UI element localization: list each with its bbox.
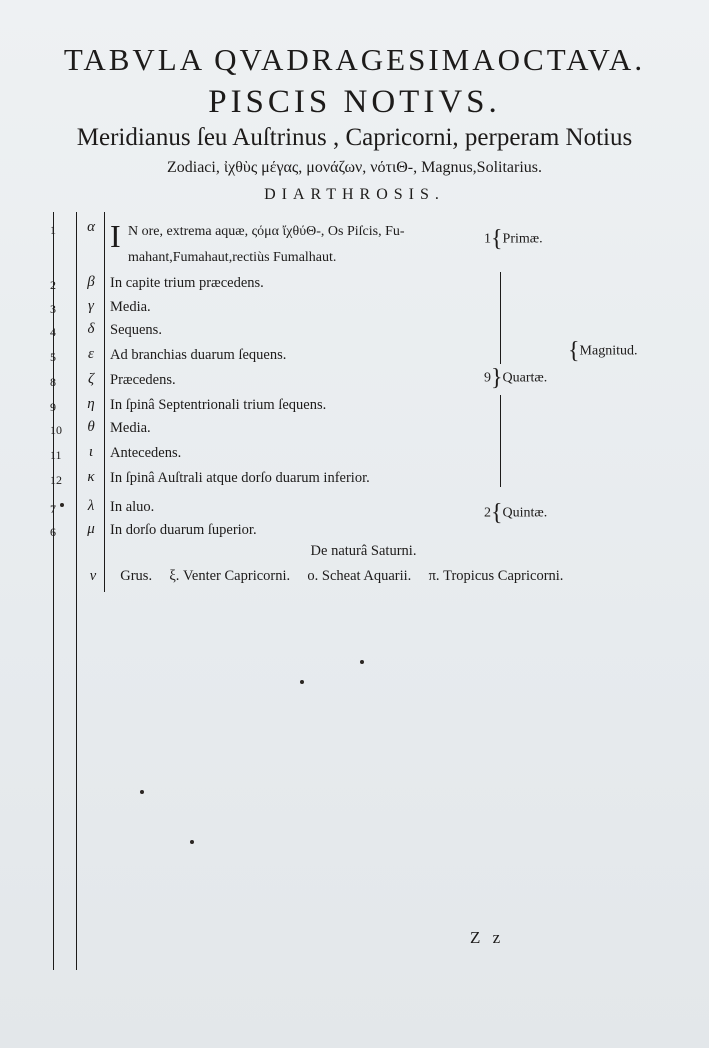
bracket-label: Magnitud. [579, 343, 638, 359]
greek-letter: ζ [87, 371, 95, 387]
table-row [0, 497, 709, 517]
table-row [0, 468, 709, 488]
table-row [0, 395, 709, 415]
greek-letter: κ [87, 469, 95, 485]
brace-icon: { [491, 500, 503, 526]
bracket-bar [500, 395, 501, 487]
table-row [0, 297, 709, 317]
greek-letter: β [87, 274, 95, 290]
extra-stars-line [83, 568, 563, 585]
greek-letter: α [87, 219, 95, 235]
bracket-quarta [484, 365, 547, 392]
greek-letter: η [87, 396, 95, 412]
star-description: Media. [110, 299, 151, 315]
greek-letter: θ [87, 419, 95, 435]
bracket-bar [500, 272, 501, 364]
table-title: TABVLA QVADRAGESIMAOCTAVA. [63, 42, 646, 77]
brace-icon: { [568, 338, 580, 364]
star-number: 9 [50, 400, 56, 414]
bg-star [360, 660, 364, 664]
page-signature: Z z [470, 928, 505, 947]
drop-cap: I [110, 218, 121, 254]
natura-note: De naturâ Saturni. [310, 543, 417, 559]
bracket-count: 9 [484, 370, 491, 386]
extra-item: Grus. [120, 568, 153, 584]
star-number: 7 [50, 502, 56, 516]
extra-item: ξ. Venter Capricorni. [169, 568, 291, 584]
brace-icon: } [491, 365, 503, 391]
greek-letter: ν [89, 568, 97, 584]
constellation-title: PISCIS NOTIVS. [208, 84, 501, 120]
star-number: 8 [50, 375, 56, 389]
star-number: 10 [50, 423, 62, 437]
star-description: In dorſo duarum ſuperior. [110, 522, 257, 538]
bg-star [140, 790, 144, 794]
bracket-magnitudo [568, 338, 637, 365]
star-description: Sequens. [110, 322, 162, 338]
greek-letter: μ [87, 521, 95, 537]
subtitle-line2: Zodiaci, ἰχθὺς μέγας, μονάζων, νότιΘ-, Magnus,Solitarius. [166, 159, 543, 176]
table-row [0, 418, 709, 438]
section-heading: DIARTHROSIS. [264, 186, 445, 203]
table-row [0, 443, 709, 463]
star-description: In aluo. [110, 499, 155, 515]
bracket-prima [484, 226, 543, 253]
star-description: Antecedens. [110, 445, 182, 461]
bracket-quinta [484, 500, 547, 527]
star-description: In ſpinâ Auſtrali atque dorſo duarum inferior. [110, 470, 370, 486]
table-row [0, 320, 709, 340]
brace-icon: { [491, 226, 503, 252]
star-number: 5 [50, 350, 56, 364]
greek-letter: δ [87, 321, 95, 337]
greek-letter: ε [88, 346, 94, 362]
bracket-count: 2 [484, 505, 491, 521]
greek-letter: γ [88, 298, 94, 314]
star-description: In capite trium præcedens. [110, 275, 264, 291]
star-number: 1 [50, 223, 56, 237]
bracket-label: Quartæ. [502, 370, 548, 386]
bracket-count: 1 [484, 231, 491, 247]
table-row [0, 273, 709, 293]
greek-letter: ι [88, 444, 94, 460]
table-row [0, 520, 709, 540]
star-number: 6 [50, 525, 56, 539]
bg-star [190, 840, 194, 844]
star-number: 4 [50, 325, 56, 339]
extra-item: ο. Scheat Aquarii. [307, 568, 412, 584]
bracket-label: Primæ. [502, 231, 543, 247]
extra-item: π. Tropicus Capricorni. [428, 568, 564, 584]
star-number: 3 [50, 302, 56, 316]
star-description-cont: mahant,Fumahaut,rectiùs Fumalhaut. [128, 250, 337, 265]
bracket-label: Quintæ. [502, 505, 548, 521]
star-description: Præcedens. [110, 372, 176, 388]
star-number: 12 [50, 473, 62, 487]
subtitle-line1: Meridianus ſeu Auſtrinus , Capricorni, perperam Notius [76, 124, 633, 151]
star-number: 11 [50, 448, 62, 462]
greek-letter: λ [87, 498, 95, 514]
star-description: N ore, extrema aquæ, ςόμα ἴχθύΘ-, Os Piſcis, Fu- [128, 224, 405, 239]
star-description: Media. [110, 420, 151, 436]
star-description: In ſpinâ Septentrionali trium ſequens. [110, 397, 327, 413]
table-row [0, 370, 709, 390]
star-number: 2 [50, 278, 56, 292]
star-description: Ad branchias duarum ſequens. [110, 347, 287, 363]
bg-star [300, 680, 304, 684]
